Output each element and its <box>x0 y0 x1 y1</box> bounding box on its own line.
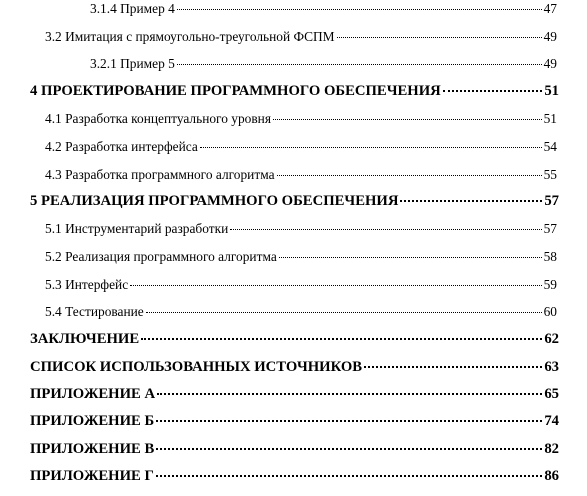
toc-entry-title: ПРИЛОЖЕНИЕ В <box>30 441 155 457</box>
toc-entry-title: 5.1 Инструментарий разработки <box>45 221 229 236</box>
toc-entry-page: 49 <box>543 29 557 44</box>
dot-leader <box>156 448 542 450</box>
dot-leader <box>157 393 542 395</box>
toc-entry-title: 3.2 Имитация с прямоугольно-треугольной ФСПМ <box>45 29 335 44</box>
toc-entry[interactable] <box>0 56 587 76</box>
toc-entry-page: 47 <box>543 1 557 16</box>
toc-entry[interactable] <box>0 359 587 379</box>
dot-leader <box>156 420 542 422</box>
toc-entry-page: 60 <box>543 304 557 319</box>
dot-leader <box>277 175 542 176</box>
toc-entry[interactable] <box>0 29 587 49</box>
toc-entry[interactable] <box>0 468 587 488</box>
toc-entry-page: 62 <box>544 331 559 347</box>
toc-entry-title: 5.2 Реализация программного алгоритма <box>45 249 277 264</box>
toc-entry-page: 82 <box>544 441 559 457</box>
toc-entry-page: 86 <box>544 468 559 484</box>
dot-leader <box>200 147 542 148</box>
toc-entry-page: 51 <box>544 83 559 99</box>
toc-entry[interactable] <box>0 83 587 103</box>
dot-leader <box>400 200 542 202</box>
toc-entry-page: 58 <box>543 249 557 264</box>
toc-entry-title: ПРИЛОЖЕНИЕ Г <box>30 468 154 484</box>
toc-entry-title: 3.2.1 Пример 5 <box>90 56 175 71</box>
toc-entry-page: 51 <box>543 111 557 126</box>
toc-entry-page: 54 <box>543 139 557 154</box>
dot-leader <box>141 338 542 340</box>
toc-entry[interactable] <box>0 1 587 21</box>
toc-entry-title: 4 ПРОЕКТИРОВАНИЕ ПРОГРАММНОГО ОБЕСПЕЧЕНИЯ <box>30 83 441 99</box>
dot-leader <box>177 64 542 65</box>
dot-leader <box>130 285 541 286</box>
toc-entry-page: 57 <box>544 193 559 209</box>
dot-leader <box>443 90 543 92</box>
toc-entry-page: 74 <box>544 413 559 429</box>
toc-entry-page: 65 <box>544 386 559 402</box>
toc-entry[interactable] <box>0 167 587 187</box>
toc-entry-title: ПРИЛОЖЕНИЕ Б <box>30 413 155 429</box>
toc-entry[interactable] <box>0 221 587 241</box>
toc-entry[interactable] <box>0 193 587 213</box>
dot-leader <box>146 312 542 313</box>
toc-entry[interactable] <box>0 249 587 269</box>
dot-leader <box>279 257 542 258</box>
toc-entry[interactable] <box>0 277 587 297</box>
dot-leader <box>177 9 542 10</box>
dot-leader <box>156 475 543 477</box>
dot-leader <box>337 37 542 38</box>
toc-entry-title: 5 РЕАЛИЗАЦИЯ ПРОГРАММНОГО ОБЕСПЕЧЕНИЯ <box>30 193 399 209</box>
toc-entry-title: 3.1.4 Пример 4 <box>90 1 175 16</box>
toc-entry-title: 5.3 Интерфейс <box>45 277 129 292</box>
dot-leader <box>364 366 542 368</box>
toc-entry[interactable] <box>0 331 587 351</box>
toc-entry-page: 57 <box>543 221 557 236</box>
toc-entry-title: СПИСОК ИСПОЛЬЗОВАННЫХ ИСТОЧНИКОВ <box>30 359 363 375</box>
toc-entry-title: 4.2 Разработка интерфейса <box>45 139 198 154</box>
toc-entry-page: 59 <box>543 277 557 292</box>
toc-entry[interactable] <box>0 386 587 406</box>
toc-entry[interactable] <box>0 111 587 131</box>
toc-entry-title: 4.1 Разработка концептуального уровня <box>45 111 271 126</box>
dot-leader <box>230 229 541 230</box>
dot-leader <box>273 119 542 120</box>
toc-entry-title: ПРИЛОЖЕНИЕ А <box>30 386 156 402</box>
toc-entry[interactable] <box>0 441 587 461</box>
toc-entry-page: 63 <box>544 359 559 375</box>
toc-entry-title: 4.3 Разработка программного алгоритма <box>45 167 275 182</box>
toc-entry-title: ЗАКЛЮЧЕНИЕ <box>30 331 140 347</box>
toc-entry-title: 5.4 Тестирование <box>45 304 144 319</box>
toc-entry-page: 49 <box>543 56 557 71</box>
toc-entry[interactable] <box>0 304 587 324</box>
toc-entry-page: 55 <box>543 167 557 182</box>
toc-entry[interactable] <box>0 139 587 159</box>
toc-entry[interactable] <box>0 413 587 433</box>
